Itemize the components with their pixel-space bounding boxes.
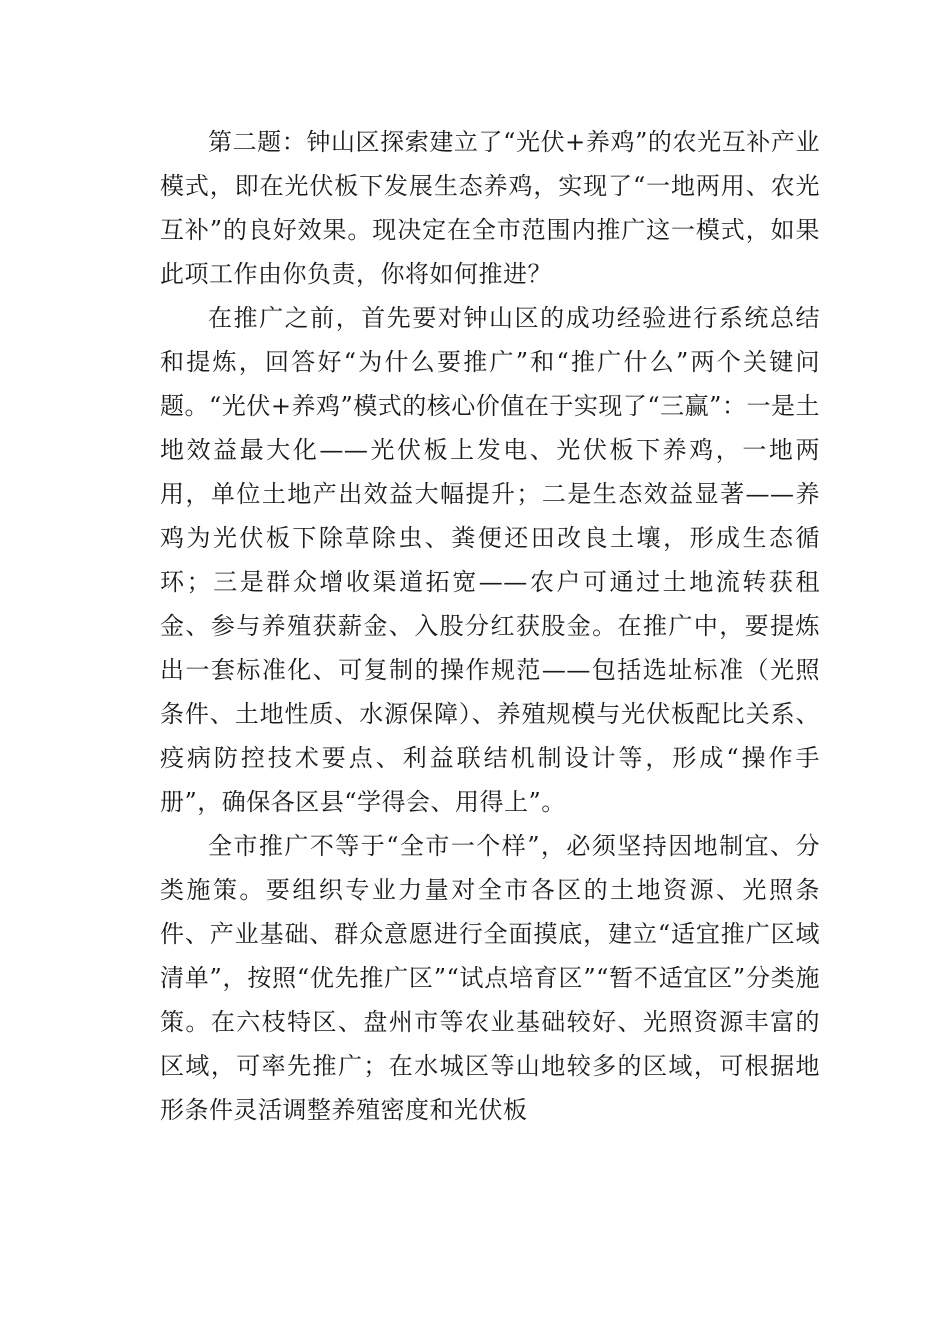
paragraph-summary-experience: 在推广之前，首先要对钟山区的成功经验进行系统总结和提炼，回答好“为什么要推广”和“推广什么”两个关键问题。“光伏+养鸡”模式的核心价值在于实现了“三赢”：一是土地效益最大化——光伏板上发电、光伏板下养鸡，一地两用，单位土地产出效益大幅提升；二是生态效益显著——养鸡为光伏板下除草除虫、粪便还田改良土壤，形成生态循环；三是群众增收渠道拓宽——农户可通过土地流转获租金、参与养殖获薪金、入股分红获股金。在推广中，要提炼出一套标准化、可复制的操作规范——包括选址标准（光照条件、土地性质、水源保障）、养殖规模与光伏板配比关系、疫病防控技术要点、利益联结机制设计等，形成“操作手册”，确保各区县“学得会、用得上”。 — [160, 304, 820, 816]
paragraph-tailored-promotion: 全市推广不等于“全市一个样”，必须坚持因地制宜、分类施策。要组织专业力量对全市各区的土地资源、光照条件、产业基础、群众意愿进行全面摸底，建立“适宜推广区域清单”，按照“优先推广区”“试点培育区”“暂不适宜区”分类施策。在六枝特区、盘州市等农业基础较好、光照资源丰富的区域，可率先推广；在水城区等山地较多的区域，可根据地形条件灵活调整养殖密度和光伏板 — [160, 832, 820, 1124]
document-body — [160, 120, 820, 1132]
paragraph-question: 第二题：钟山区探索建立了“光伏+养鸡”的农光互补产业模式，即在光伏板下发展生态养鸡，实现了“一地两用、农光互补”的良好效果。现决定在全市范围内推广这一模式，如果此项工作由你负责，你将如何推进？ — [160, 128, 820, 288]
